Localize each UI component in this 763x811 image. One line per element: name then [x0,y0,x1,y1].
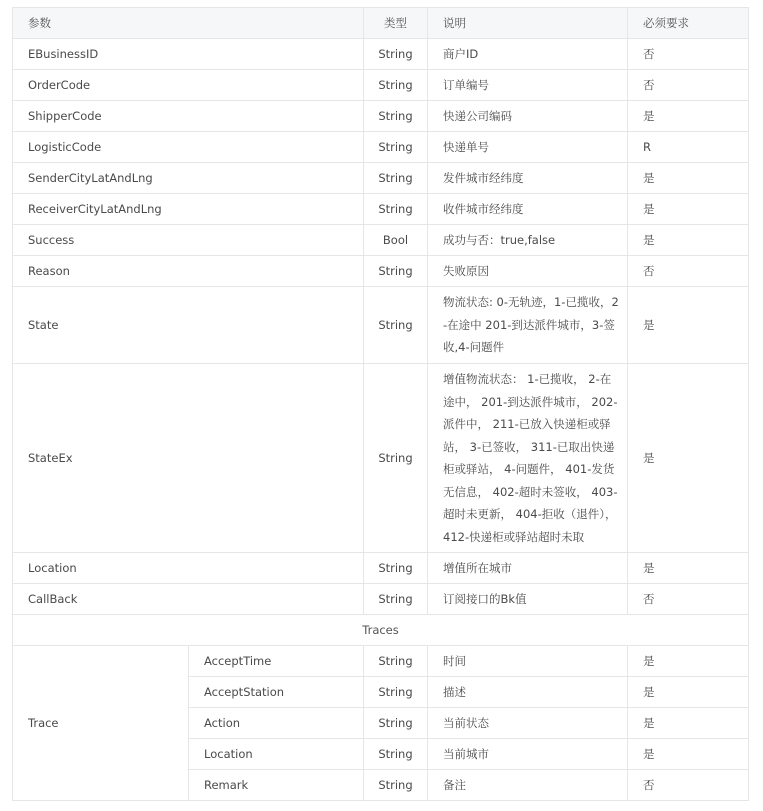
param-name: State [13,287,364,364]
param-required: 是 [628,101,749,132]
trace-field-type: String [364,646,428,677]
param-required: 否 [628,584,749,615]
param-required: 是 [628,287,749,364]
param-desc: 订阅接口的Bk值 [428,584,628,615]
trace-field-name: Remark [189,770,364,801]
table-row [13,70,749,101]
param-type: String [364,163,428,194]
trace-field-required: 是 [628,708,749,739]
param-required: 否 [628,256,749,287]
param-type: String [364,287,428,364]
param-type: String [364,132,428,163]
trace-field-name: AcceptTime [189,646,364,677]
trace-field-desc: 备注 [428,770,628,801]
param-required: 否 [628,39,749,70]
table-row [13,646,749,677]
param-type: String [364,364,428,553]
param-desc: 发件城市经纬度 [428,163,628,194]
table-row [13,584,749,615]
table-row [13,287,749,364]
header-required: 必须要求 [628,8,749,39]
param-required: 是 [628,553,749,584]
param-type: String [364,553,428,584]
param-required: 否 [628,70,749,101]
param-name: EBusinessID [13,39,364,70]
trace-field-name: AcceptStation [189,677,364,708]
header-row [13,8,749,39]
trace-field-type: String [364,739,428,770]
table-row [13,163,749,194]
table-row [13,364,749,553]
table-row [13,225,749,256]
param-type: String [364,70,428,101]
param-name: OrderCode [13,70,364,101]
trace-field-required: 否 [628,770,749,801]
param-type: String [364,194,428,225]
param-required: R [628,132,749,163]
param-type: Bool [364,225,428,256]
table-row [13,39,749,70]
header-param: 参数 [13,8,364,39]
param-name: Location [13,553,364,584]
param-type: String [364,256,428,287]
trace-group-label: Trace [13,646,189,801]
trace-field-required: 是 [628,739,749,770]
param-desc: 增值物流状态： 1-已揽收， 2-在途中， 201-到达派件城市， 202-派件中， 211-已放入快递柜或驿站， 3-已签收， 311-已取出快递柜或驿站， 4-问题件， 401-发货无信息， 402-超时未签收， 403-超时未更新， 404-拒收（退件）， 412-快递柜或驿站超时未取 [428,364,628,553]
param-name: ReceiverCityLatAndLng [13,194,364,225]
param-name: Success [13,225,364,256]
header-type: 类型 [364,8,428,39]
param-desc: 订单编号 [428,70,628,101]
trace-field-desc: 描述 [428,677,628,708]
trace-field-required: 是 [628,646,749,677]
table-row [13,194,749,225]
param-desc: 物流状态: 0-无轨迹，1-已揽收，2-在途中 201-到达派件城市，3-签收,4-问题件 [428,287,628,364]
traces-section-label: Traces [13,615,749,646]
trace-field-desc: 当前状态 [428,708,628,739]
param-name: SenderCityLatAndLng [13,163,364,194]
trace-field-desc: 当前城市 [428,739,628,770]
param-required: 是 [628,163,749,194]
param-desc: 成功与否：true,false [428,225,628,256]
param-type: String [364,584,428,615]
param-desc: 失败原因 [428,256,628,287]
param-name: CallBack [13,584,364,615]
trace-field-type: String [364,708,428,739]
param-name: LogisticCode [13,132,364,163]
param-desc: 快递公司编码 [428,101,628,132]
parameters-table [12,7,749,801]
table-row [13,553,749,584]
table-row [13,101,749,132]
trace-field-name: Location [189,739,364,770]
trace-field-name: Action [189,708,364,739]
param-type: String [364,101,428,132]
param-desc: 增值所在城市 [428,553,628,584]
param-required: 是 [628,194,749,225]
param-name: ShipperCode [13,101,364,132]
param-required: 是 [628,225,749,256]
param-type: String [364,39,428,70]
param-desc: 收件城市经纬度 [428,194,628,225]
param-required: 是 [628,364,749,553]
table-row [13,256,749,287]
param-name: Reason [13,256,364,287]
header-desc: 说明 [428,8,628,39]
trace-field-required: 是 [628,677,749,708]
trace-field-desc: 时间 [428,646,628,677]
section-row [13,615,749,646]
param-desc: 快递单号 [428,132,628,163]
trace-field-type: String [364,677,428,708]
table-row [13,132,749,163]
param-desc: 商户ID [428,39,628,70]
param-name: StateEx [13,364,364,553]
trace-field-type: String [364,770,428,801]
